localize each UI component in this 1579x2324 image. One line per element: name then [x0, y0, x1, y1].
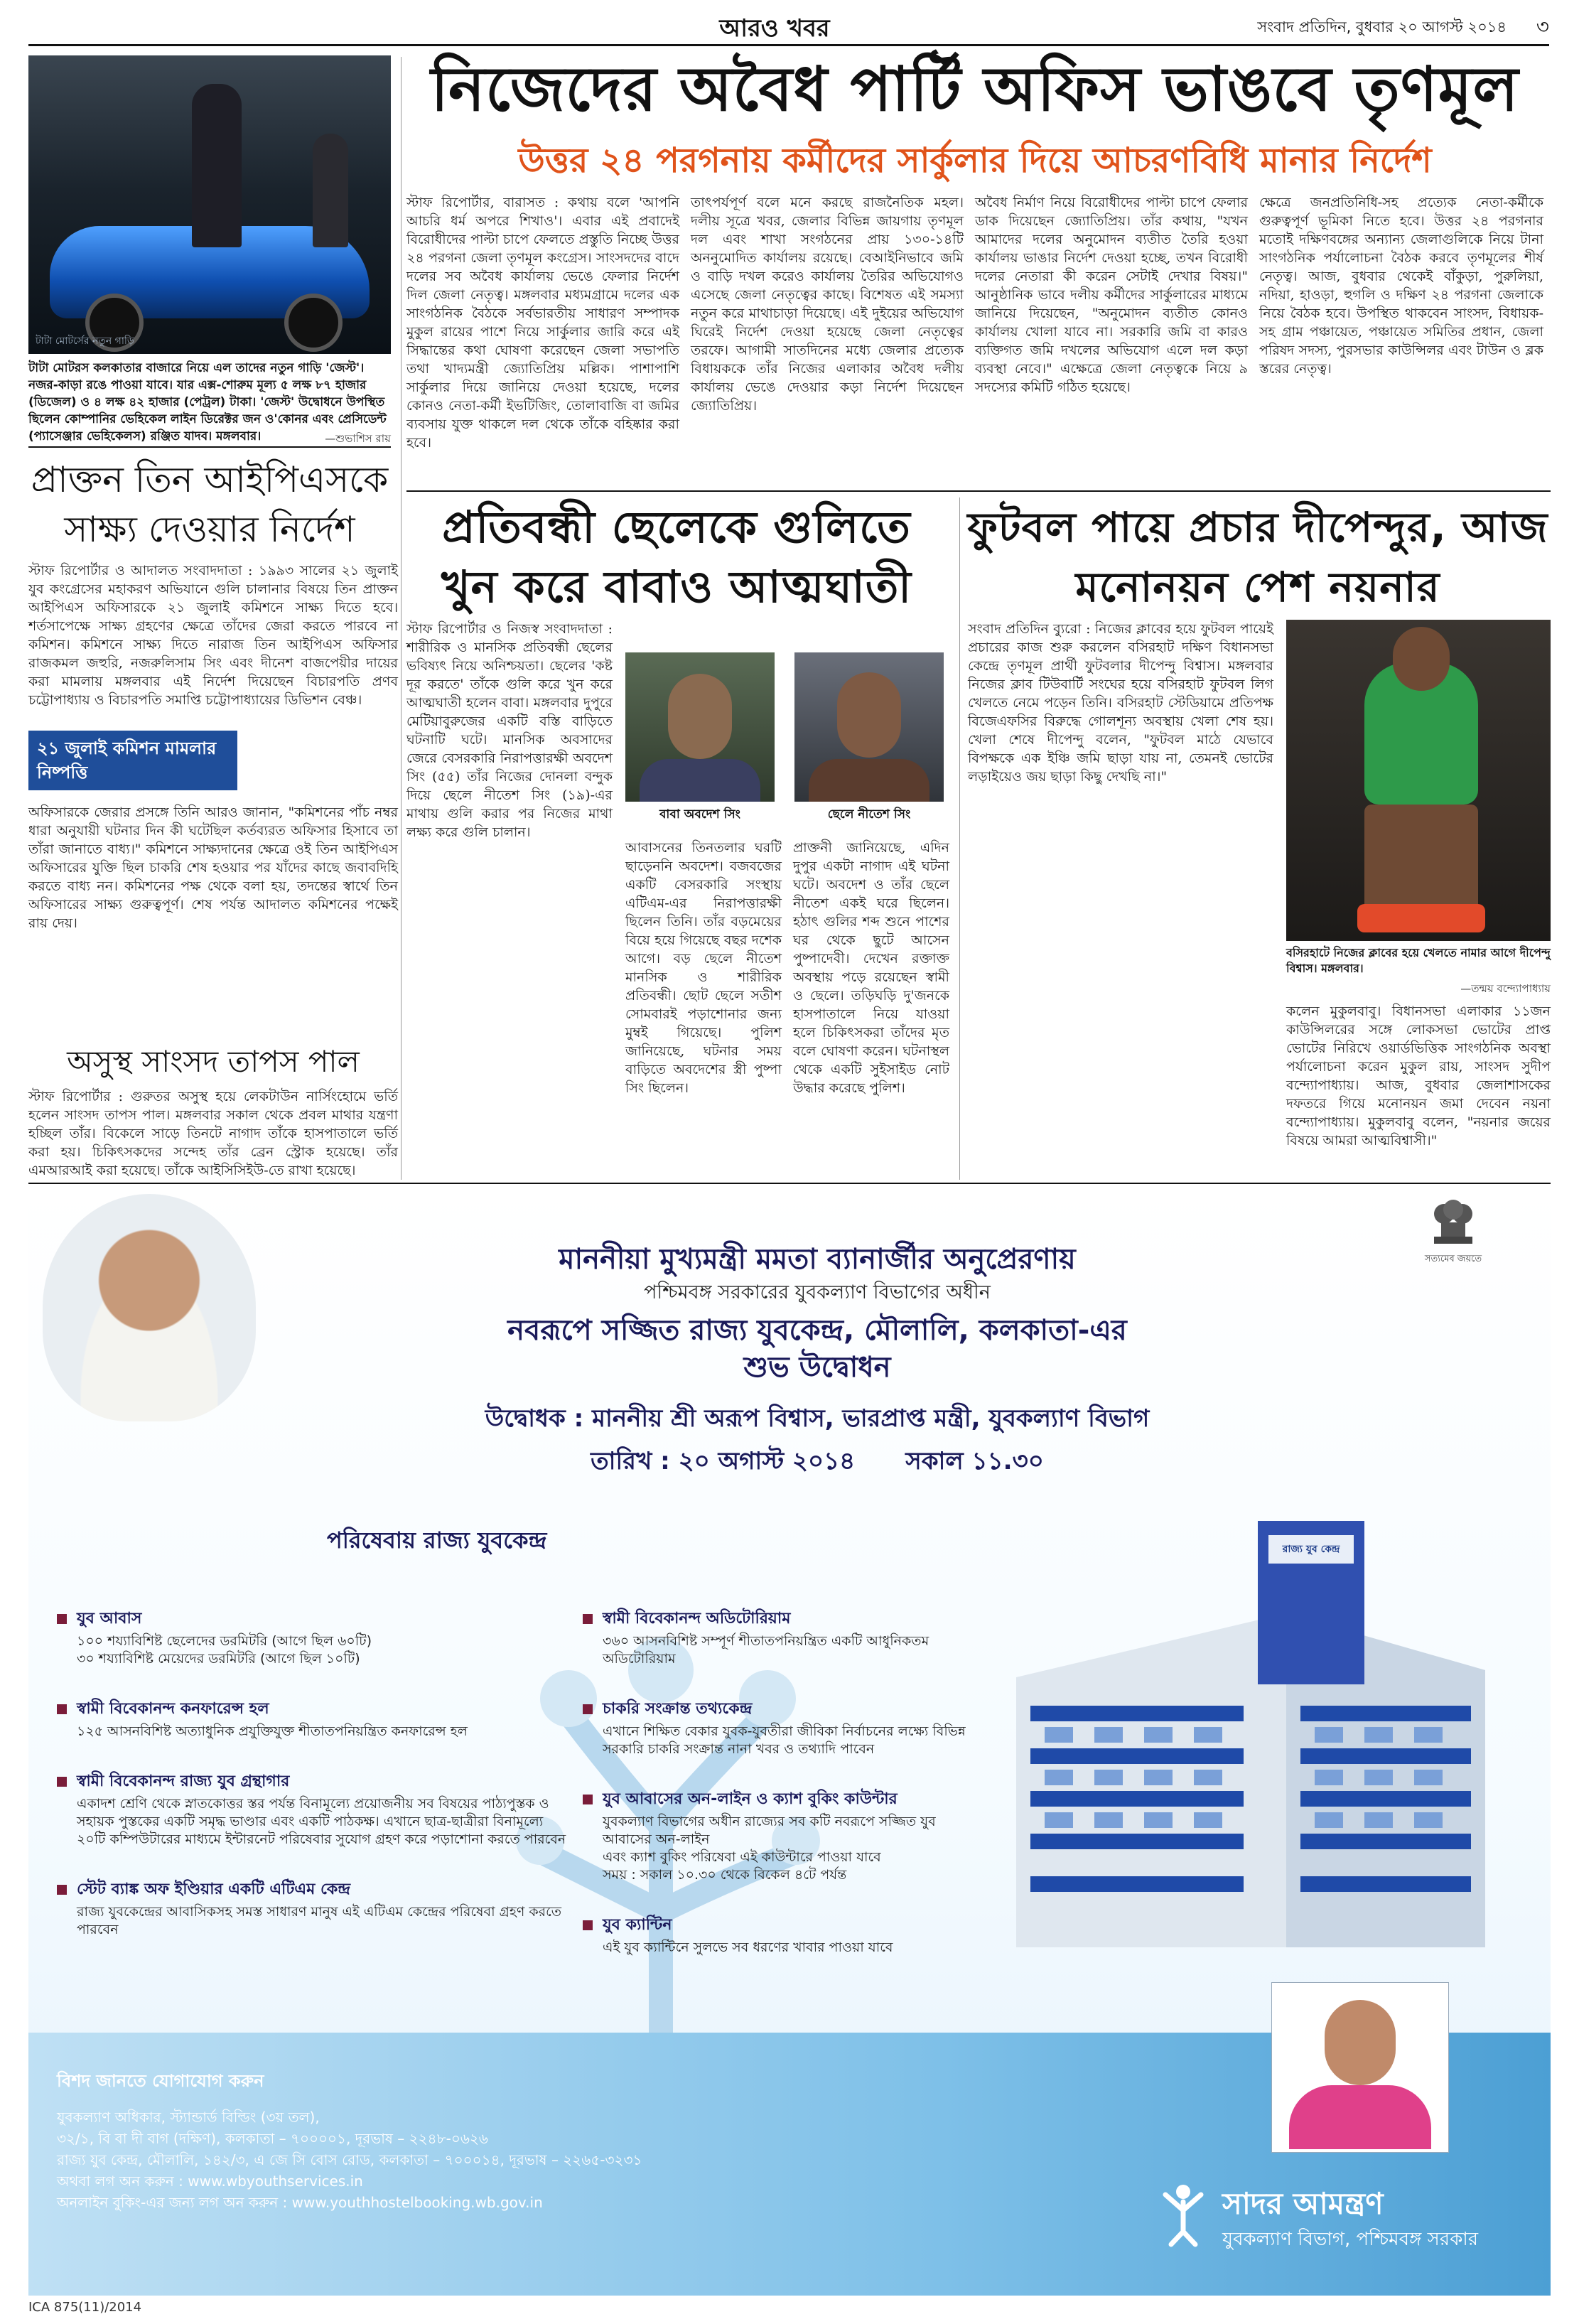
- lead-subheadline: উত্তর ২৪ পরগনায় কর্মীদের সার্কুলার দিয়ে আচরণবিধি মানার নির্দেশ: [518, 141, 1432, 181]
- bullet-icon: [57, 1704, 67, 1714]
- header-rule: [28, 44, 1549, 46]
- ad-code: ICA 875(11)/2014: [28, 2300, 142, 2315]
- lead-col-1: স্টাফ রিপোর্টার, বারাসত : কথায় বলে 'আপনি আচরি ধর্ম অপরে শিখাও'। এবার এই প্রবাদেই বিরোধীদের পাল্টা চাপে ফেলতে প্রস্তুতি নিচ্ছে উত্তর ২৪ পরগনা জেলা তৃণমূল কংগ্রেস। সাংসদদের বাদে দলের সব অবৈধ কার্যালয় ভেঙে ফেলার নির্দেশ দিল জেলা নেতৃত্ব। মঙ্গলবার মধ্যমগ্রামে দলের এক সাংগঠনিক বৈঠকে সর্বভারতীয় সাধারণ সম্পাদক মুকুল রায়ের পাশে নিয়ে সার্কুলার জারি করে এই সিদ্ধান্তের কথা ঘোষণা করেছেন জেলা সভাপতি তথা খাদ্যমন্ত্রী জ্যোতিপ্রিয় মল্লিক। পাশাপাশি সার্কুলার দিয়ে জানিয়ে দেওয়া হয়েছে, দলের কোনও নেতা-কর্মী ইভটিজিং, তোলাবাজি বা জমির ব্যবসায় যুক্ত থাকলে দল থেকে তাঁকে বহিষ্কার করা হবে।: [406, 195, 679, 451]
- service-item: [583, 1787, 981, 1884]
- car-photo-label: টাটা মোটর্সের নতুন গাড়ি: [36, 335, 134, 347]
- player-boots: [1357, 904, 1485, 932]
- service-title: চাকরি সংক্রান্ত তথ্যকেন্দ্র: [603, 1700, 753, 1718]
- lead-col-3: অবৈধ নির্মাণ নিয়ে বিরোধীদের পাল্টা চাপে ফেলার ডাক দিয়েছেন জ্যোতিপ্রিয়। তাঁর কথায়, "যখন আমাদের দলের অনুমোদন ব্যতীত তৈরি হওয়া কার্যালয় ভাঙার নির্দেশ দেওয়া হচ্ছে, তখন বিরোধী দলের নেতারা কী করেন সেটাই দেখার বিষয়।" আনুষ্ঠানিক ভাবে দলীয় কর্মীদের সার্কুলারের মাধ্যমে জানিয়ে দিয়েছেন, "অনুমোদন ব্যতীত কোনও কার্যালয় খোলা যাবে না। সরকারি জমি বা কারও ব্যক্তিগত জমি দখলের অভিযোগ এলে দল কড়া ব্যবস্থা নেবে।" এক্ষেত্রে জেলা নেতৃত্বকে নিয়ে ৯ সদস্যের কমিটি গঠিত হয়েছে।: [975, 195, 1248, 395]
- shoulders: [640, 759, 760, 802]
- person-figure: [313, 134, 348, 247]
- footballer-credit: —তন্ময় বন্দ্যোপাধ্যায়: [1460, 982, 1551, 995]
- footballer-caption: বসিরহাটে নিজের ক্লাবের হয়ে খেলতে নামার আগে দীপেন্দু বিশ্বাস। মঙ্গলবার।: [1286, 946, 1551, 975]
- service-text: ৩৬০ আসনবিশিষ্ট সম্পূর্ণ শীতাতপনিয়ন্ত্রিত একটি আধুনিকতম অডিটোরিয়াম: [603, 1633, 929, 1667]
- page-section-title: আরও খবর: [719, 14, 830, 43]
- face-shape: [668, 674, 732, 759]
- services-heading: পরিষেবায় রাজ্য যুবকেন্দ্র: [327, 1527, 547, 1554]
- ad-line-3: নবরূপে সজ্জিত রাজ্য যুবকেন্দ্র, মৌলালি, কলকাতা-এর: [507, 1314, 1127, 1347]
- service-item: [57, 1696, 576, 1741]
- service-title: স্বামী বিবেকানন্দ অডিটোরিয়াম: [603, 1610, 791, 1628]
- son-photo: [794, 652, 944, 802]
- service-item: [583, 1696, 981, 1758]
- contact-line: ৩২/১, বি বা দী বাগ (দক্ষিণ), কলকাতা – ৭০০০০১, দূরভাষ – ২২৪৮-০৬২৬: [57, 2130, 488, 2147]
- bullet-icon: [57, 1614, 67, 1624]
- invite-department: যুবকল্যাণ বিভাগ, পশ্চিমবঙ্গ সরকার: [1222, 2229, 1479, 2250]
- service-item: [583, 1913, 981, 1957]
- ad-line-2: পশ্চিমবঙ্গ সরকারের যুবকল্যাণ বিভাগের অধীন: [644, 1281, 991, 1303]
- service-text: রাজ্য যুবকেন্দ্রের আবাসিকসহ সমস্ত সাধারণ মানুষ এই এটিএম কেন্দ্রের পরিষেবা গ্রহণ করতে পারবেন: [77, 1904, 562, 1937]
- football-col-1: সংবাদ প্রতিদিন ব্যুরো : নিজের ক্লাবের হয়ে ফুটবল পায়েই প্রচারের কাজ শুরু করলেন বসিরহাট দক্ষিণ বিধানসভা কেন্দ্রে তৃণমূল প্রার্থী ফুটবলার দীপেন্দু বিশ্বাস। মঙ্গলবার নিজের ক্লাব টিউবার্টি সংঘের হয়ে বসিরহাট ফুটবল লিগ খেলতে নেমে পড়েন তিনি। বসিরহাট স্টেডিয়ামে প্রতিপক্ষ বিজেএফসির বিরুদ্ধে গোলশূন্য অবস্থায় খেলা শেষ হয়। খেলা শেষে দীপেন্দু বলেন, "ফুটবল মাঠে যেভাবে বিপক্ষকে এক ইঞ্চি জমি ছাড়া যায় না, তেমনই ভোটের লড়াইয়েও জয় ছাড়া কিছু দেখছি না।": [968, 621, 1273, 785]
- murder-col-1: স্টাফ রিপোর্টার ও নিজস্ব সংবাদদাতা : শারীরিক ও মানসিক প্রতিবন্ধী ছেলের ভবিষ্যৎ নিয়ে অনিশ্চয়তা। ছেলের 'কষ্ট দূর করতে' তাঁকে গুলি করে খুন করে আত্মঘাতী হলেন বাবা। মঙ্গলবার দুপুরে মেটিয়াবুরুজের একটি বস্তি বাড়িতে ঘটনাটি ঘটে। মানসিক অবসাদের জেরে বেসরকারি নিরাপত্তারক্ষী অবদেশ সিং (৫৫) তাঁর নিজের দোনলা বন্দুক দিয়ে ছেলে নীতেশ সিং (১৯)-এর মাথায় গুলি করার পর নিজের মাথা লক্ষ্য করে গুলি চালান।: [406, 621, 613, 840]
- shoulders: [809, 759, 929, 802]
- invite-title: সাদর আমন্ত্রণ: [1222, 2186, 1384, 2221]
- minister-portrait: [1272, 1983, 1448, 2152]
- face-shape: [837, 672, 901, 758]
- ad-inaugurator: উদ্বোধক : মাননীয় শ্রী অরূপ বিশ্বাস, ভারপ্রাপ্ত মন্ত্রী, যুবকল্যাণ বিভাগ: [485, 1404, 1150, 1433]
- ips-box-heading: ২১ জুলাই কমিশন মামলার নিষ্পত্তি: [28, 731, 237, 790]
- contact-heading: বিশদ জানতে যোগাযোগ করুন: [57, 2071, 264, 2091]
- divider: [406, 490, 1551, 492]
- contact-line: অথবা লগ অন করুন : www.wbyouthservices.in: [57, 2173, 363, 2190]
- service-title: যুব ক্যান্টিন: [603, 1916, 672, 1934]
- youth-centre-advertisement: [28, 1187, 1551, 2296]
- service-title: যুব আবাস: [77, 1610, 142, 1628]
- ips-body: স্টাফ রিপোর্টার ও আদালত সংবাদদাতা : ১৯৯৩ সালের ২১ জুলাই যুব কংগ্রেসের মহাকরণ অভিযানে গুলি চালানার বিষয়ে তিন প্রাক্তন আইপিএস অফিসারকে ২১ জুলাই কমিশনে সাক্ষ্য দিতে হবে। শর্তসাপেক্ষে সাক্ষ্য গ্রহণের ক্ষেত্রে তাঁদের জেরা করতে পারবে না কমিশন। কমিশনে সাক্ষ্য দিতে নারাজ তিন আইপিএস অফিসার রাজকমল জহুরি, নজরুলিসাম সিং এবং দীনেশ বাজপেয়ীর দায়ের করা মামলায় মঙ্গলবার এই নির্দেশ দিয়েছেন বিচারপতি প্রণব চট্টোপাধ্যায় ও বিচারপতি সমাপ্তি চট্টোপাধ্যায়ের ডিভিশন বেঞ্চ।: [28, 563, 398, 708]
- bullet-icon: [583, 1795, 593, 1804]
- car-caption: টাটা মোটরস কলকাতার বাজারে নিয়ে এল তাদের নতুন গাড়ি 'জেস্ট'। নজর-কাড়া রঙে পাওয়া যাবে। যার এক্স-শোরুম মূল্য ৫ লক্ষ ৮৭ হাজার (ডিজেল) ও ৪ লক্ষ ৪২ হাজার (পেট্রল) টাকা। 'জেস্ট' উদ্বোধনে উপস্থিত ছিলেন কোম্পানির ভেহিকেল লাইন ডিরেক্টর জন ও'কোনর এবং প্রেসিডেন্ট (প্যাসেঞ্জার ভেহিকেলস) রঞ্জিত যাদব। মঙ্গলবার।: [28, 361, 387, 443]
- state-emblem-icon: [1428, 1194, 1478, 1258]
- service-title: স্বামী বিবেকানন্দ রাজ্য যুব গ্রন্থাগার: [77, 1772, 290, 1790]
- service-text: ১২৫ আসনবিশিষ্ট অত্যাধুনিক প্রযুক্তিযুক্ত শীতাতপনিয়ন্ত্রিত কনফারেন্স হল: [77, 1723, 468, 1739]
- service-text: এখানে শিক্ষিত বেকার যুবক-যুবতীরা জীবিকা নির্বাচনের লক্ষ্যে বিভিন্ন সরকারি চাকরি সংক্রান্ত নানা খবর ও তথ্যাদি পাবেন: [603, 1723, 966, 1757]
- emblem-motto: সত্যমেব জয়তে: [1424, 1254, 1482, 1264]
- lead-col-4: ক্ষেত্রে জনপ্রতিনিধি-সহ প্রত্যেক নেতা-কর্মীকে গুরুত্বপূর্ণ ভূমিকা নিতে হবে। উত্তর ২৪ পরগনার মতোই দক্ষিণবঙ্গের অন্যান্য জেলাগুলিকে নিয়ে টানা সাংগঠনিক পর্যালোচনা বৈঠক করবে তৃণমূলের শীর্ষ নেতৃত্ব। আজ, বুধবার থেকেই বাঁকুড়া, পুরুলিয়া, নদিয়া, হাওড়া, হুগলি ও দক্ষিণ ২৪ পরগনা জেলাকে নিয়ে বৈঠক হবে। উপস্থিত থাকবেন সাংসদ, বিধায়ক-সহ গ্রাম পঞ্চায়েত, পঞ্চায়েত সমিতির প্রধান, জেলা পরিষদ সদস্য, পুরসভার কাউন্সিলর এবং টাউন ও ব্লক স্তরের নেতৃত্ব।: [1259, 195, 1543, 377]
- service-title: স্টেট ব্যাঙ্ক অফ ইণ্ডিয়ার একটি এটিএম কেন্দ্র: [77, 1881, 351, 1898]
- contact-line: যুবকল্যাণ অধিকার, স্ট্যান্ডার্ড বিল্ডিং (৩য় তল),: [57, 2109, 320, 2126]
- service-text: একাদশ শ্রেণি থেকে স্নাতকোত্তর স্তর পর্যন্ত বিনামূল্যে প্রয়োজনীয় সব বিষয়ের পাঠ্যপুস্তক ও সহায়ক পুস্তকের একটি সমৃদ্ধ ভাণ্ডার এবং একটি পাঠকক্ষ। এখানে ছাত্র-ছাত্রীরা বিনামূল্যে ২০টি কম্পিউটারের মাধ্যমে ইন্টারনেট পরিষেবার সুযোগ গ্রহণ করে পড়াশোনা করতে পারবেন: [77, 1796, 566, 1847]
- face-shape: [1325, 2000, 1396, 2085]
- ips-body-2: অফিসারকে জেরার প্রসঙ্গে তিনি আরও জানান, "কমিশনের পাঁচ নম্বর ধারা অনুযায়ী ঘটনার দিন কী ঘটেছিল কর্তব্যরত অফিসার হিসাবে তা তাঁরা জানাতে বাধ্য।" কমিশনে সাক্ষ্যদানের ক্ষেত্রে ওই তিন আইপিএস অফিসারের যুক্তি ছিল চাকরি শেষ হওয়ার পর যাঁদের কাছে জবাবদিহি করতে বাধ্য নন। কমিশনের পক্ষ থেকে বলা হয়, তদন্তের স্বার্থে তিন অফিসারের সাক্ষ্য গুরুত্বপূর্ণ। শেষ পর্যন্ত আদালত কমিশনের পক্ষেই রায় দেয়।: [28, 805, 398, 931]
- murder-col-2: আবাসনের তিনতলার ঘরটি ছাড়েননি অবদেশ। বজবজের একটি বেসরকারি সংস্থায় এটিএম-এর নিরাপত্তারক্ষী ছিলেন তিনি। তাঁর বড়মেয়ের বিয়ে হয়ে গিয়েছে বছর দশেক আগে। বড় ছেলে নীতেশ মানসিক ও শারীরিক প্রতিবন্ধী। ছোট ছেলে সতীশ সোমবারই পড়াশোনার জন্য মুম্বই গিয়েছে। পুলিশ জানিয়েছে, ঘটনার সময় বাড়িতে অবদেশের স্ত্রী পুষ্পা সিং ছিলেন।: [625, 840, 782, 1096]
- father-photo: [625, 652, 775, 802]
- service-text: যুবকল্যাণ বিভাগের অধীন রাজ্যের সব কটি নবরূপে সজ্জিত যুব আবাসের অন-লাইন এবং ক্যাশ বুকিং পরিষেবা এই কাউন্টারে পাওয়া যাবে সময় : সকাল ১০.৩০ থেকে বিকেল ৪টে পর্যন্ত: [603, 1814, 936, 1883]
- contact-line: রাজ্য যুব কেন্দ্র, মৌলালি, ১৪২/৩, এ জে সি বোস রোড, কলকাতা – ৭০০০১৪, দূরভাষ – ২২৬৫-৩২৩১: [57, 2151, 642, 2168]
- ips-headline: প্রাক্তন তিন আইপিএসকে সাক্ষ্য দেওয়ার নির্দেশ: [31, 459, 389, 550]
- services-right-list: [583, 1606, 981, 1957]
- lead-col-2: তাৎপর্যপূর্ণ বলে মনে করছে রাজনৈতিক মহল। দলীয় সূত্রে খবর, জেলার বিভিন্ন জায়গায় তৃণমূল দল এবং শাখা সংগঠনের প্রায় ১৩০-১৪টি অননুমোদিত কার্যালয় রয়েছে। বেআইনিভাবে জমি ও বাড়ি দখল করেও কার্যালয় তৈরির অভিযোগও এসেছে জেলা নেতৃত্বের কাছে। বিশেষত এই সমস্যা নতুন করে মাথাচাড়া দিয়েছে। এই দুইয়ের অভিযোগ ঘিরেই নির্দেশ দেওয়া হয়েছে জেলা নেতৃত্বের তরফে। আগামী সাতদিনের মধ্যে জেলার প্রত্যেক বিধায়ককে তাঁর নিজের এলাকার অবৈধ দলীয় কার্যালয় ভেঙে দেওয়ার কড়া নির্দেশ দিয়েছেন জ্যোতিপ্রিয়।: [691, 195, 964, 414]
- page-number: ৩: [1536, 15, 1549, 38]
- bullet-icon: [57, 1885, 67, 1895]
- football-col-2: কলেন মুকুলবাবু। বিধানসভা এলাকার ১১জন কাউন্সিলরের সঙ্গে লোকসভা ভোটের প্রাপ্ত ভোটের নিরিখে ওয়ার্ডভিত্তিক সাংগঠনিক অবস্থা পর্যালোচনা করেন মুকুল রায়, সাংসদ সুদীপ বন্দ্যোপাধ্যায়। আজ, বুধবার জেলাশাসকের দফতরে গিয়ে মনোনয়ন জমা দেবেন নয়না বন্দ্যোপাধ্যায়। মুকুলবাবু বলেন, "নয়নার জয়ের বিষয়ে আমরা আত্মবিশ্বাসী।": [1286, 1004, 1551, 1148]
- murder-col-3: প্রাক্তনী জানিয়েছে, এদিন দুপুর একটা নাগাদ এই ঘটনা ঘটে। অবদেশ ও তাঁর ছেলে নীতেশ একই ঘরে ছিলেন। হঠাৎ গুলির শব্দ শুনে পাশের ঘর থেকে ছুটে আসেন পুষ্পাদেবী। দেখেন রক্তাক্ত অবস্থায় পড়ে রয়েছেন স্বামী ও ছেলে। তড়িঘড়ি দু'জনকে হাসপাতালে নিয়ে যাওয়া হলে চিকিৎসকরা তাঁদের মৃত বলে ঘোষণা করেন। ঘটনাস্থল থেকে একটি সুইসাইড নোট উদ্ধার করেছে পুলিশ।: [793, 840, 949, 1096]
- car-wheel: [284, 294, 343, 352]
- football-headline: ফুটবল পায়ে প্রচার দীপেন্দুর, আজ মনোনয়ন পেশ নয়নার: [967, 503, 1548, 611]
- bullet-icon: [583, 1920, 593, 1930]
- service-text: এই যুব ক্যান্টিনে সুলভে সব ধরণের খাবার পাওয়া যাবে: [603, 1940, 893, 1955]
- ad-top-rule: [28, 1183, 1551, 1184]
- mp-headline: অসুস্থ সাংসদ তাপস পাল: [67, 1044, 360, 1079]
- person-figure: [192, 84, 242, 247]
- bullet-icon: [583, 1614, 593, 1624]
- services-left-list: [57, 1606, 576, 1939]
- building-sign-text: রাজ্য যুব কেন্দ্র: [1282, 1544, 1340, 1555]
- murder-headline: প্রতিবন্ধী ছেলেকে গুলিতে খুন করে বাবাও আত্মঘাতী: [441, 501, 912, 613]
- service-text: ১০০ শয্যাবিশিষ্ট ছেলেদের ডরমিটরি (আগে ছিল ৬০টি) ৩০ শয্যাবিশিষ্ট মেয়েদের ডরমিটরি (আগে ছিল ১০টি): [77, 1633, 372, 1667]
- divider: [28, 446, 391, 448]
- car-launch-photo: [28, 55, 391, 354]
- youth-department-logo-icon: [1158, 2182, 1208, 2246]
- service-item: [57, 1606, 576, 1668]
- contact-block: [57, 2068, 981, 2213]
- lead-headline: নিজেদের অবৈধ পার্টি অফিস ভাঙবে তৃণমূল: [431, 54, 1519, 125]
- youth-centre-building-photo: [988, 1492, 1542, 1947]
- car-photo-credit: —শুভাশিস রায়: [325, 432, 391, 445]
- ad-line-1: মাননীয়া মুখ্যমন্ত্রী মমতা ব্যানার্জীর অনুপ্রেরণায়: [559, 1243, 1076, 1276]
- service-item: [57, 1769, 576, 1849]
- column-rule: [959, 497, 960, 1180]
- column-rule: [401, 57, 402, 1180]
- player-head: [1393, 627, 1450, 691]
- service-item: [57, 1877, 576, 1939]
- service-title: যুব আবাসের অন-লাইন ও ক্যাশ বুকিং কাউন্টার: [603, 1790, 898, 1808]
- service-title: স্বামী বিবেকানন্দ কনফারেন্স হল: [77, 1700, 269, 1718]
- contact-line: অনলাইন বুকিং-এর জন্য লগ অন করুন : www.youthhostelbooking.wb.gov.in: [57, 2194, 543, 2211]
- ad-date-time: তারিখ : ২০ অগাস্ট ২০১৪ সকাল ১১.৩০: [591, 1447, 1044, 1475]
- bullet-icon: [57, 1777, 67, 1787]
- father-caption: বাবা অবদেশ সিং: [659, 807, 741, 822]
- paper-dateline: সংবাদ প্রতিদিন, বুধবার ২০ আগস্ট ২০১৪: [1257, 18, 1507, 36]
- son-caption: ছেলে নীতেশ সিং: [827, 807, 911, 822]
- ad-line-4: শুভ উদ্বোধন: [743, 1351, 891, 1384]
- player-legs: [1364, 805, 1478, 911]
- footballer-photo: [1286, 620, 1551, 941]
- chief-minister-portrait: [43, 1194, 256, 1421]
- kurta-shape: [1289, 2085, 1431, 2149]
- service-item: [583, 1606, 981, 1668]
- bullet-icon: [583, 1704, 593, 1714]
- mp-body: স্টাফ রিপোর্টার : গুরুতর অসুস্থ হয়ে লেকটাউন নার্সিংহোমে ভর্তি হলেন সাংসদ তাপস পাল। মঙ্গলবার সকাল থেকে প্রবল মাথার যন্ত্রণা হচ্ছিল তাঁর। বিকেলে সাড়ে তিনটে নাগাদ তাঁকে হাসপাতালে ভর্তি করা হয়। চিকিৎসকদের সন্দেহ তাঁর ব্রেন স্ট্রোক হয়েছে। তাঁর এমআরআই করা হয়েছে। তাঁকে আইসিসিইউ-তে রাখা হয়েছে।: [28, 1089, 398, 1178]
